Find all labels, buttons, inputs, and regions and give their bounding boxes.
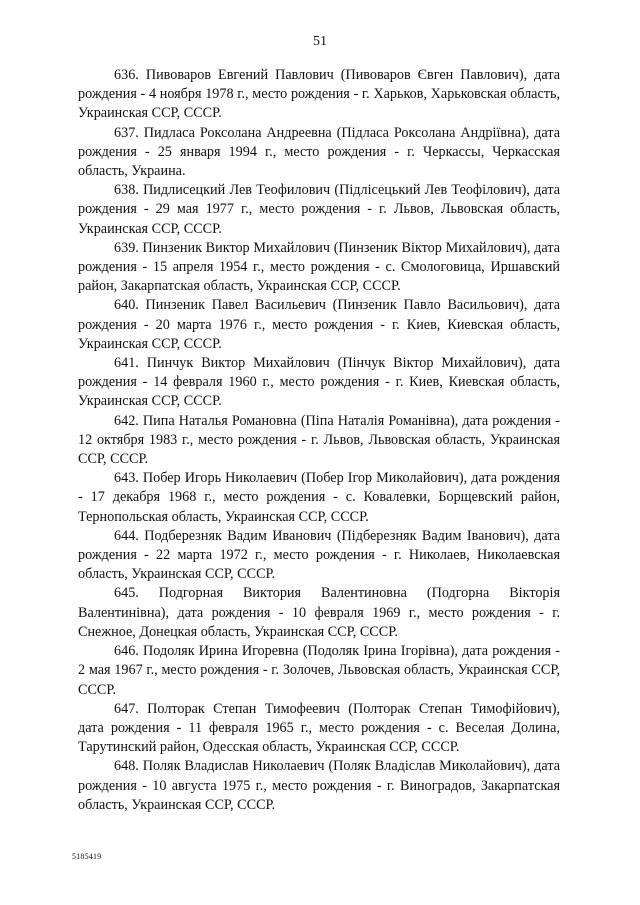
list-item: 647. Полторак Степан Тимофеевич (Полторак Степан Тимофійович), дата рождения - 11 февраля 1965 г., место рождения - с. Веселая Долина, Тарутинский район, Одесская область, Украинская ССР, СССР.	[78, 700, 560, 756]
list-item: 637. Пидласа Роксолана Андреевна (Підласа Роксолана Андріївна), дата рождения - 25 января 1994 г., место рождения - г. Черкассы, Черкасская область, Украина.	[78, 124, 560, 180]
list-item: 641. Пинчук Виктор Михайлович (Пінчук Віктор Михайлович), дата рождения - 14 февраля 1960 г., место рождения - г. Киев, Киевская область, Украинская ССР, СССР.	[78, 355, 560, 410]
page-number: 51	[313, 34, 327, 49]
list-item: 646. Подоляк Ирина Игоревна (Подоляк Ірина Ігорівна), дата рождения - 2 мая 1967 г., место рождения - г. Золочев, Львовская область, Украинская ССР, СССР.	[78, 643, 560, 698]
list-item: 648. Поляк Владислав Николаевич (Поляк Владіслав Миколайович), дата рождения - 10 августа 1975 г., место рождения - г. Виноградов, Закарпатская область, Украинская ССР, СССР.	[78, 758, 560, 813]
list-item: 645. Подгорная Виктория Валентиновна (Подгорна Вікторія Валентинівна), дата рождения - 10 февраля 1969 г., место рождения - г. Снежное, Донецкая область, Украинская ССР, СССР.	[78, 585, 560, 640]
list-item: 642. Пипа Наталья Романовна (Піпа Наталія Романівна), дата рождения - 12 октября 1983 г., место рождения - г. Львов, Львовская область, Украинская ССР, СССР.	[78, 412, 560, 468]
list-item: 638. Пидлисецкий Лев Теофилович (Підлісецький Лев Теофілович), дата рождения - 29 мая 1977 г., место рождения - г. Львов, Львовская область, Украинская ССР, СССР.	[78, 182, 560, 237]
list-item: 644. Подберезняк Вадим Иванович (Підберезняк Вадим Іванович), дата рождения - 22 марта 1972 г., место рождения - г. Николаев, Николаевская область, Украинская ССР, СССР.	[78, 527, 560, 583]
list-item: 640. Пинзеник Павел Васильевич (Пинзеник Павло Васильович), дата рождения - 20 марта 1976 г., место рождения - г. Киев, Киевская область, Украинская ССР, СССР.	[78, 297, 560, 352]
entry-list	[78, 66, 560, 815]
list-item: 636. Пивоваров Евгений Павлович (Пивоваров Євген Павлович), дата рождения - 4 ноября 1978 г., место рождения - г. Харьков, Харьковская область, Украинская ССР, СССР.	[78, 67, 560, 122]
document-code: 5185419	[72, 852, 102, 861]
list-item: 643. Побер Игорь Николаевич (Побер Ігор Миколайович), дата рождения - 17 декабря 1968 г., место рождения - с. Ковалевки, Борщевский район, Тернопольская область, Украинская ССР, СССР.	[78, 470, 560, 525]
list-item: 639. Пинзеник Виктор Михайлович (Пинзеник Віктор Михайлович), дата рождения - 15 апреля 1954 г., место рождения - с. Смологовица, Иршавский район, Закарпатская область, Украинская ССР, СССР.	[78, 239, 560, 295]
